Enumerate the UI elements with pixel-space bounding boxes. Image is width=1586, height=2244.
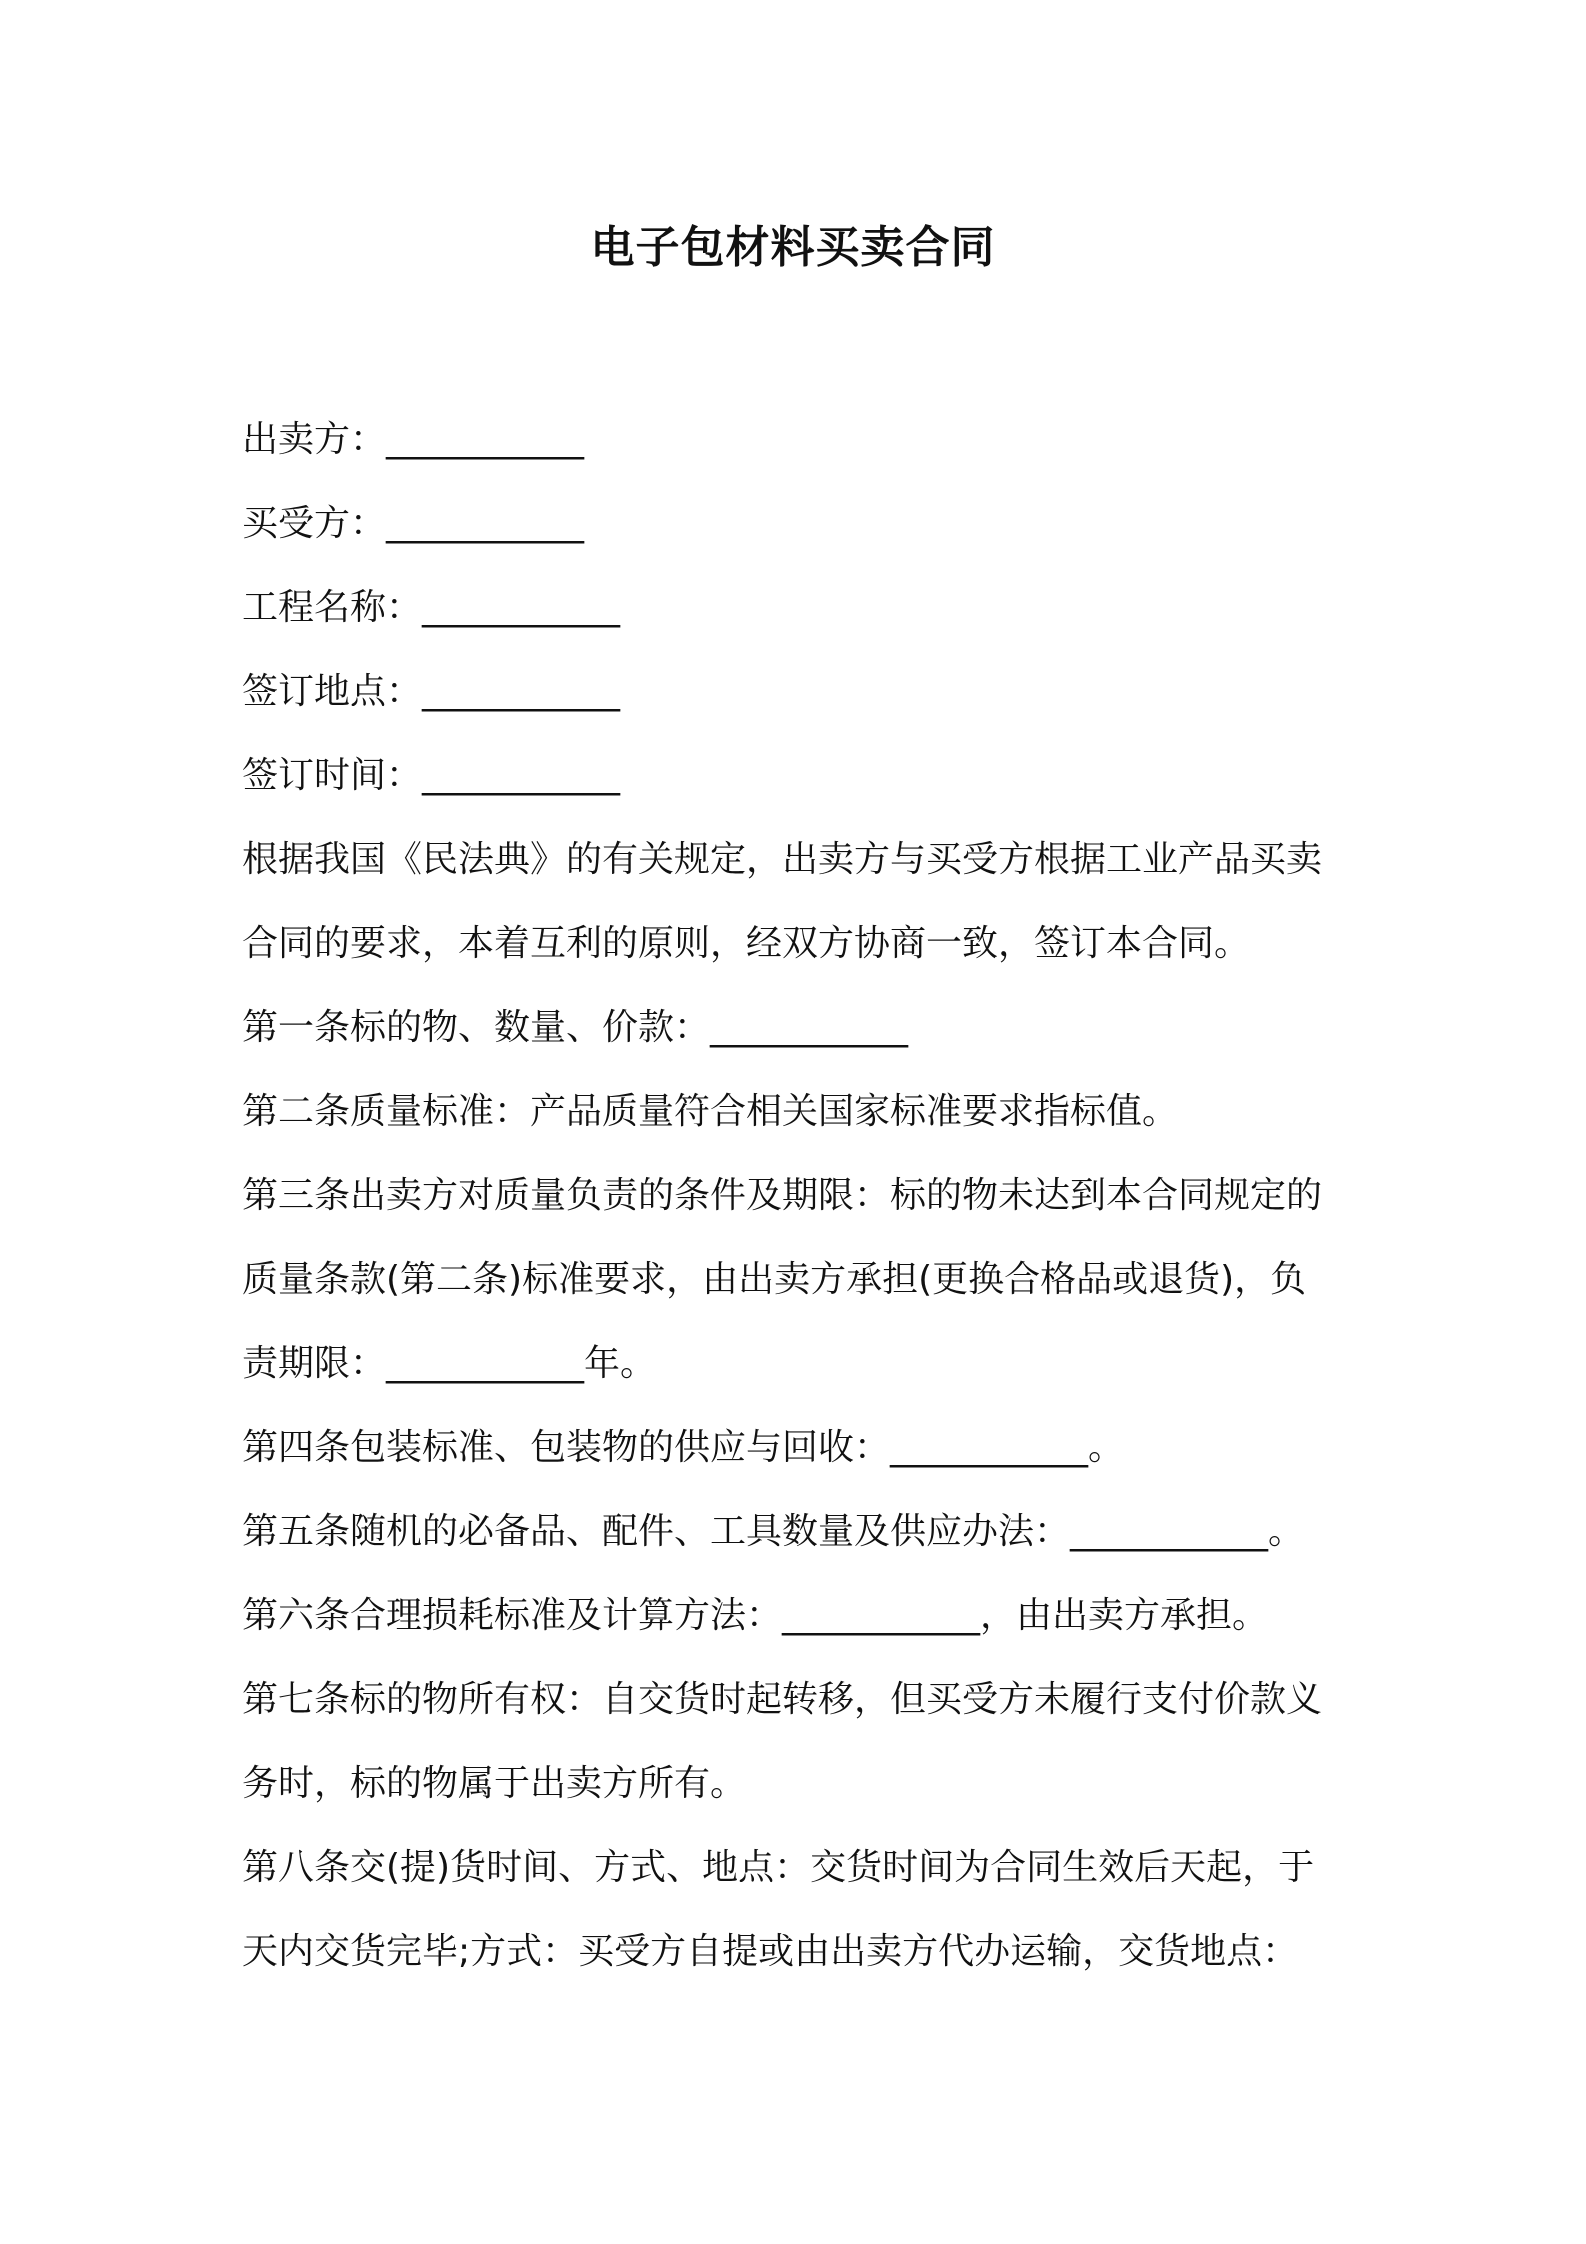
clause-3-line-1: 第三条出卖方对质量负责的条件及期限：标的物未达到本合同规定的 — [242, 1175, 1323, 1216]
document-title: 电子包材料买卖合同 — [590, 222, 996, 273]
field-project-name: 工程名称：___________ — [242, 587, 621, 628]
clause-4: 第四条包装标准、包装物的供应与回收：___________。 — [242, 1427, 1125, 1468]
clause-8-line-2: 天内交货完毕;方式：买受方自提或由出卖方代办运输，交货地点： — [242, 1931, 1299, 1972]
field-seller: 出卖方：___________ — [242, 419, 585, 460]
clause-1: 第一条标的物、数量、价款：___________ — [242, 1007, 909, 1048]
clause-7-line-2: 务时，标的物属于出卖方所有。 — [242, 1763, 747, 1804]
clause-3-line-2: 质量条款(第二条)标准要求，由出卖方承担(更换合格品或退货)，负 — [242, 1259, 1307, 1300]
clause-2: 第二条质量标准：产品质量符合相关国家标准要求指标值。 — [242, 1091, 1179, 1132]
preamble-line-2: 合同的要求，本着互利的原则，经双方协商一致，签订本合同。 — [242, 923, 1251, 964]
preamble-line-1: 根据我国《民法典》的有关规定，出卖方与买受方根据工业产品买卖 — [242, 839, 1323, 880]
clause-5: 第五条随机的必备品、配件、工具数量及供应办法：___________。 — [242, 1511, 1305, 1552]
document-body — [242, 398, 1367, 1994]
field-signing-time: 签订时间：___________ — [242, 755, 621, 796]
clause-3-line-3: 责期限：___________年。 — [242, 1343, 657, 1384]
clause-7-line-1: 第七条标的物所有权：自交货时起转移，但买受方未履行支付价款义 — [242, 1679, 1323, 1720]
clause-8-line-1: 第八条交(提)货时间、方式、地点：交货时间为合同生效后天起，于 — [242, 1847, 1315, 1888]
field-buyer: 买受方：___________ — [242, 503, 585, 544]
clause-6: 第六条合理损耗标准及计算方法：___________，由出卖方承担。 — [242, 1595, 1269, 1636]
field-signing-place: 签订地点：___________ — [242, 671, 621, 712]
